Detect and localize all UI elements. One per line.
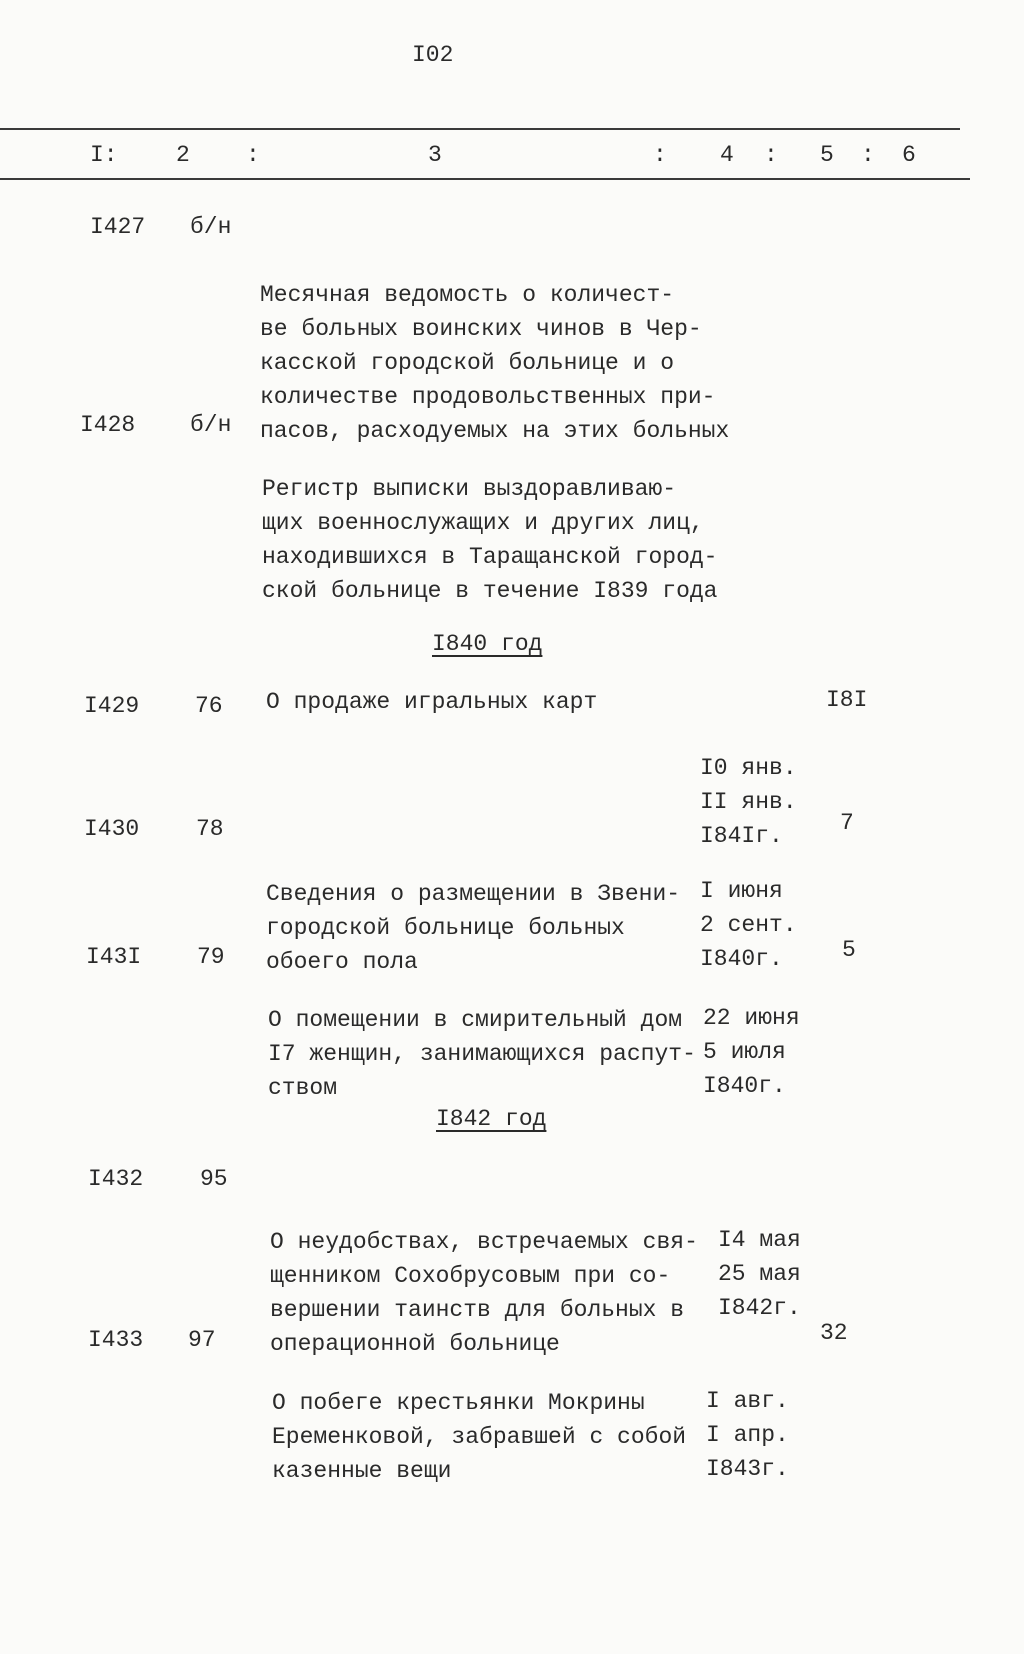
- entry-description: О неудобствах, встречаемых свя- щенником Сохобрусовым при со- вершении таинств для больных в операционной больнице: [270, 1229, 698, 1357]
- document-number: б/н: [190, 412, 232, 438]
- col-sep: :: [861, 142, 875, 168]
- col-header-6: 6: [902, 142, 916, 168]
- document-number: 97: [188, 1327, 216, 1353]
- sheet-count: 32: [820, 1320, 848, 1346]
- entry-description: О продаже игральных карт: [266, 689, 598, 715]
- entry-dates: I авг. I апр. I843г.: [706, 1388, 789, 1482]
- col-header-1: I:: [90, 142, 118, 168]
- entry-description: О помещении в смирительный дом I7 женщин, занимающихся распут- ством: [268, 1007, 696, 1101]
- col-sep: :: [764, 142, 778, 168]
- sheet-count: I8I: [826, 687, 868, 713]
- entry-dates: I0 янв. II янв. I84Iг.: [700, 755, 797, 849]
- col-sep: :: [653, 142, 667, 168]
- document-number: 79: [197, 944, 225, 970]
- col-header-4: 4: [720, 142, 734, 168]
- header-bottom-rule: [0, 178, 970, 180]
- sheet-count: 7: [840, 810, 854, 836]
- header-top-rule: [0, 128, 960, 130]
- entry-number: I428: [80, 412, 136, 438]
- entry-number: I433: [88, 1327, 144, 1353]
- entry-number: I432: [88, 1166, 144, 1192]
- col-sep: 2: [176, 142, 190, 168]
- sheet-count: 5: [842, 937, 856, 963]
- col-sep: :: [246, 142, 260, 168]
- section-heading-1842: I842 год: [436, 1106, 547, 1132]
- col-header-5: 5: [820, 142, 834, 168]
- entry-description: Регистр выписки выздоравливаю- щих военнослужащих и других лиц, находившихся в Таращанской город- ской больнице в течение I839 года: [262, 476, 718, 604]
- document-number: 78: [196, 816, 224, 842]
- document-number: 76: [195, 693, 223, 719]
- entry-description: О побеге крестьянки Мокрины Еременковой, забравшей с собой казенные вещи: [272, 1390, 687, 1484]
- col-header-3: 3: [428, 142, 442, 168]
- entry-number: I430: [84, 816, 140, 842]
- section-heading-1840: I840 год: [432, 631, 543, 657]
- entry-number: I43I: [86, 944, 142, 970]
- entry-number: I427: [90, 214, 146, 240]
- entry-number: I429: [84, 693, 140, 719]
- entry-description: Месячная ведомость о количест- ве больных воинских чинов в Чер- касской городской больнице и о количестве продовольственных при- пасов, расходуемых на этих больных: [260, 282, 730, 444]
- entry-dates: I июня 2 сент. I840г.: [700, 878, 797, 972]
- entry-dates: 22 июня 5 июля I840г.: [703, 1005, 800, 1099]
- page-number: I02: [412, 42, 454, 68]
- entry-description: Сведения о размещении в Звени- городской больнице больных обоего пола: [266, 881, 681, 975]
- document-number: 95: [200, 1166, 228, 1192]
- entry-dates: I4 мая 25 мая I842г.: [718, 1227, 801, 1321]
- document-number: б/н: [190, 214, 232, 240]
